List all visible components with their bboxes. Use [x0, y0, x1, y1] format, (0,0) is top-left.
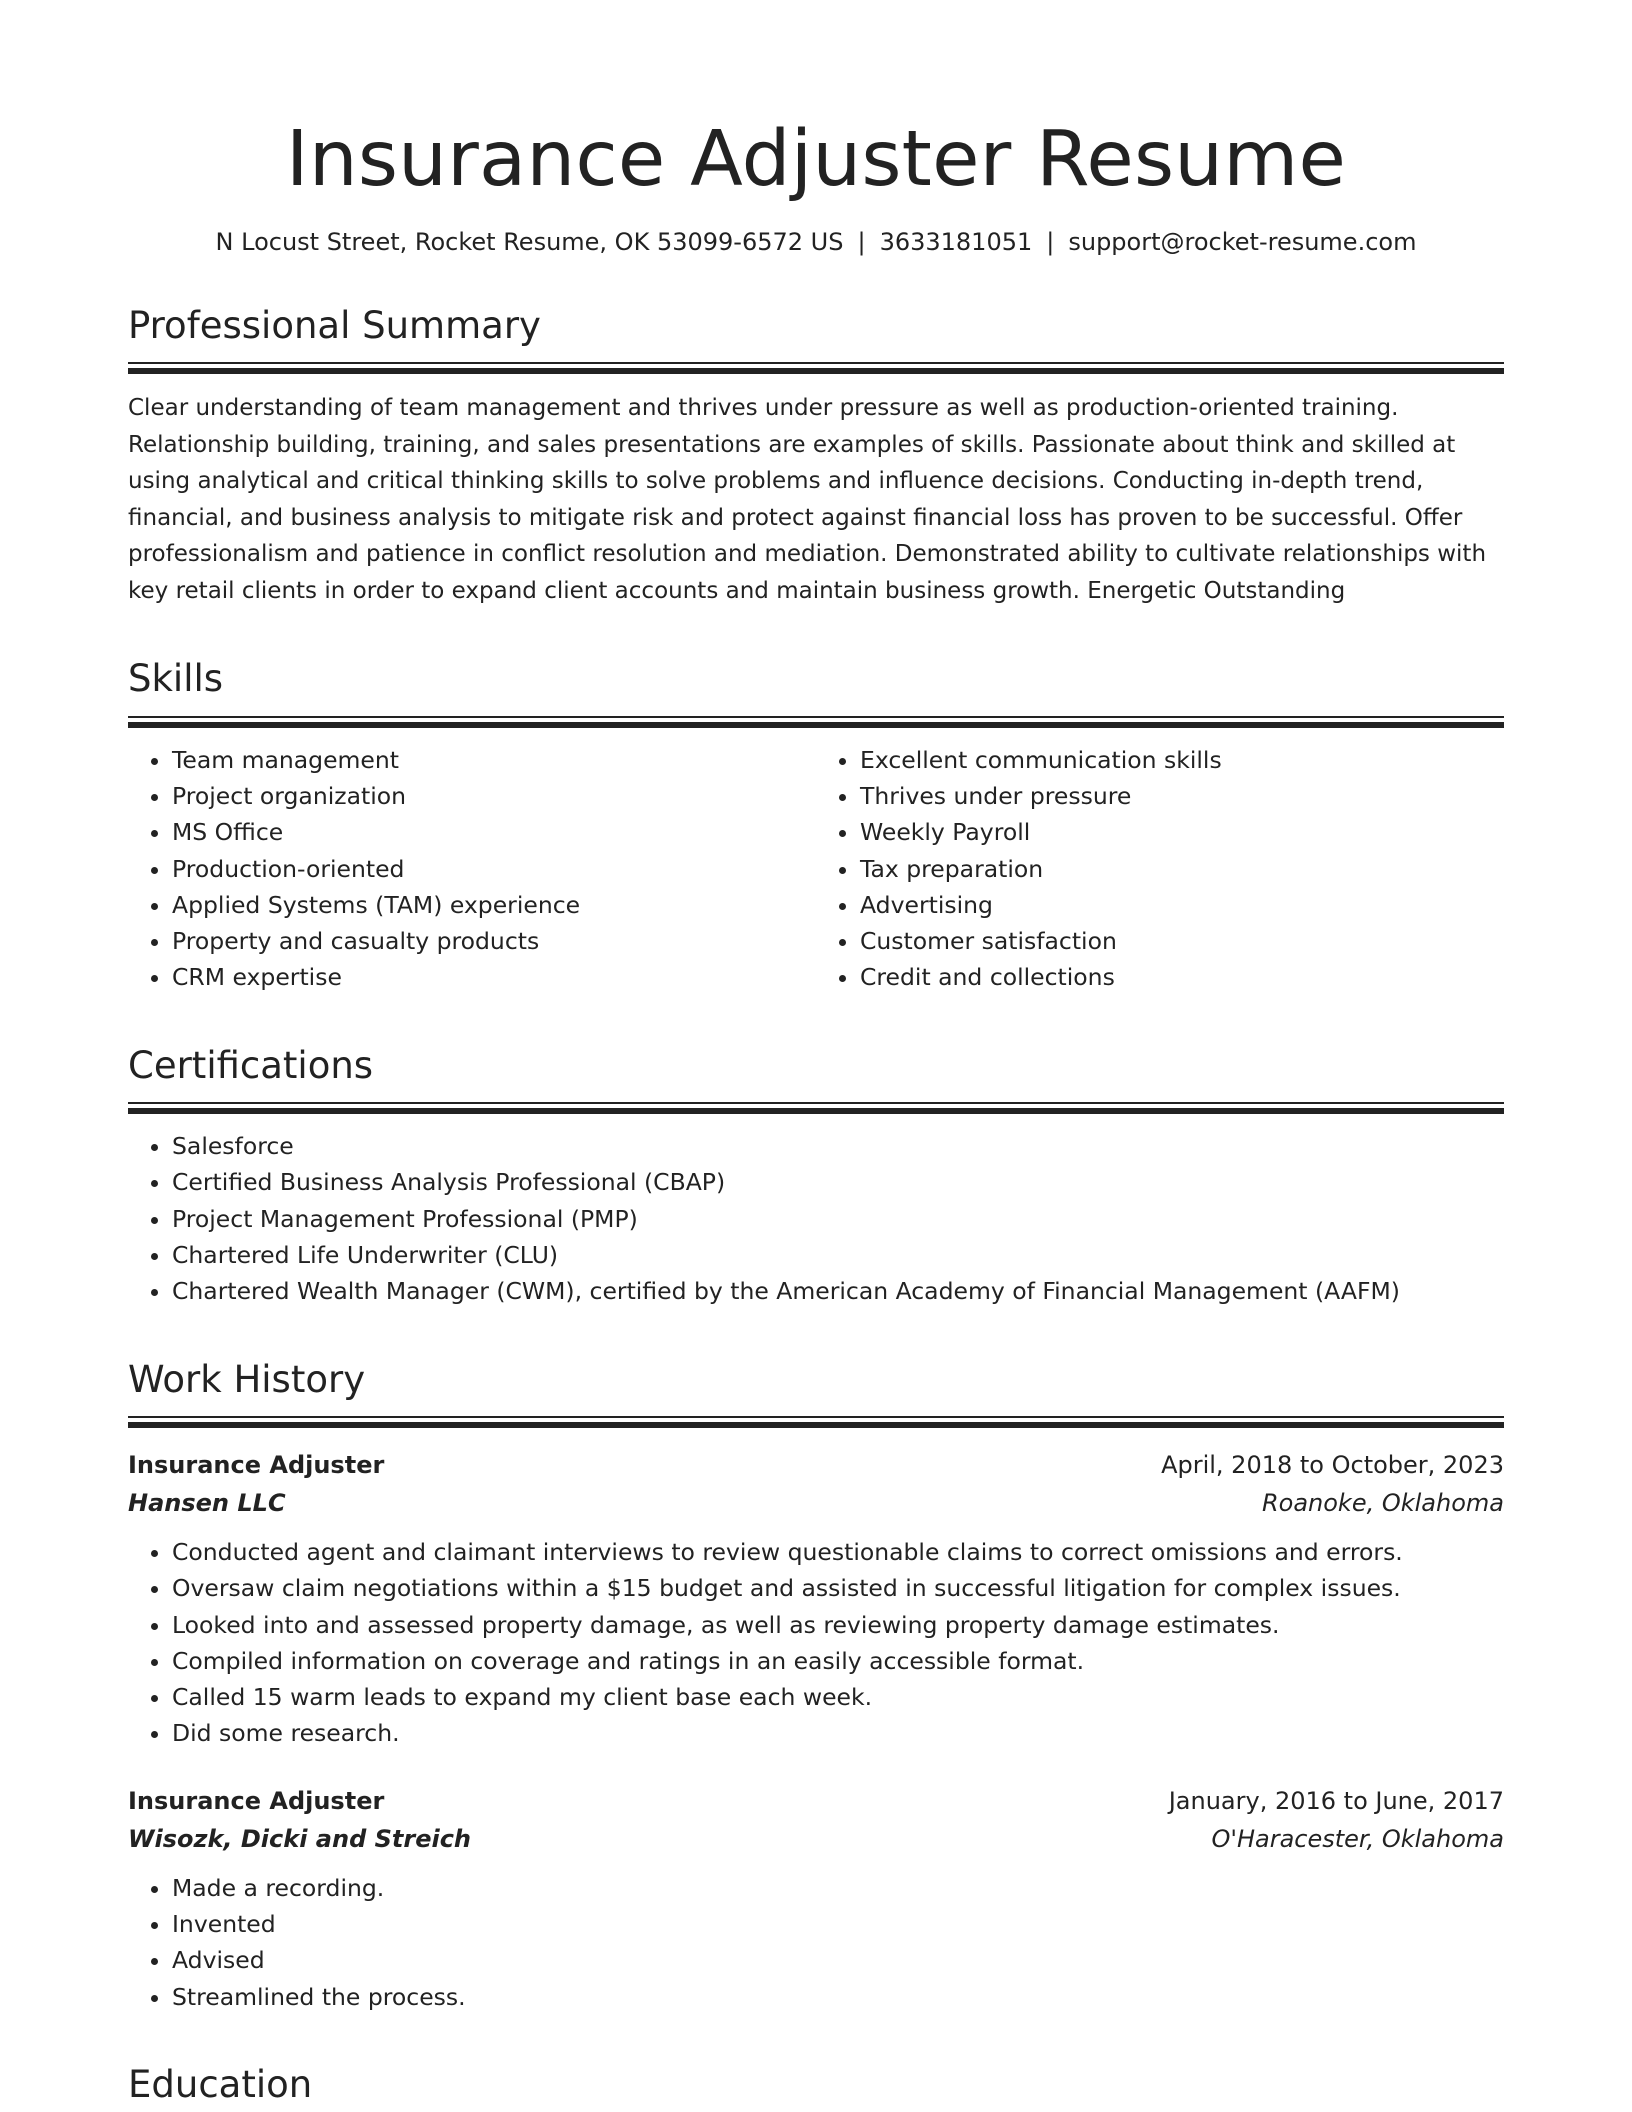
- skill-item: • MS Office: [172, 814, 816, 850]
- job-company: Wisozk, Dicki and Streich: [128, 1824, 472, 1853]
- skill-item: • Credit and collections: [860, 959, 1504, 995]
- summary-text: Clear understanding of team management and thrives under pressure as well as production-oriented training. Relationship building, training, and sales presentations are examples of skills. Passionate about think and skilled at using analytical and critical thinking skills to solve problems and influence decisions. Conducting in-depth trend, financial, and business analysis to mitigate risk and protect against financial loss has proven to be successful. Offer professionalism and patience in conflict resolution and mediation. Demonstrated ability to cultivate relationships with key retail clients in order to expand client accounts and maintain business growth. Energetic Outstanding: [128, 395, 1487, 604]
- skill-item: • CRM expertise: [172, 959, 816, 995]
- job-location: Roanoke, Oklahoma: [1261, 1489, 1504, 1517]
- contact-address: N Locust Street, Rocket Resume, OK 53099-6572 US: [215, 227, 844, 256]
- job-title: Insurance Adjuster: [128, 1786, 385, 1815]
- job-dates: April, 2018 to October, 2023: [1161, 1451, 1504, 1479]
- contact-separator: |: [1046, 227, 1055, 256]
- skills-list-right: [816, 742, 1504, 996]
- skill-item: • Project organization: [172, 778, 816, 814]
- job-duty: • Made a recording.: [172, 1870, 1504, 1906]
- job-duty: • Conducted agent and claimant interviews to review questionable claims to correct omissions and errors.: [172, 1534, 1504, 1570]
- contact-phone: 3633181051: [879, 227, 1033, 256]
- certification-item: • Salesforce: [172, 1128, 1504, 1164]
- job-entry: [128, 1782, 1504, 2015]
- certifications-section: [128, 1044, 1504, 1310]
- skill-item: • Tax preparation: [860, 851, 1504, 887]
- section-divider: [128, 1416, 1504, 1428]
- section-divider: [128, 362, 1504, 374]
- job-duty: • Compiled information on coverage and ratings in an easily accessible format.: [172, 1643, 1504, 1679]
- job-company: Hansen LLC: [128, 1489, 286, 1517]
- skill-item: • Production-oriented: [172, 851, 816, 887]
- job-header-row: [128, 1782, 1504, 1820]
- certification-item: • Chartered Life Underwriter (CLU): [172, 1237, 1504, 1273]
- job-location: O'Haracester, Oklahoma: [1211, 1824, 1504, 1853]
- section-divider: [128, 716, 1504, 728]
- job-duty: • Advised: [172, 1942, 1504, 1978]
- education-section: [128, 2063, 1504, 2112]
- skill-item: • Weekly Payroll: [860, 814, 1504, 850]
- skills-section: [128, 657, 1504, 995]
- skill-item: • Property and casualty products: [172, 923, 816, 959]
- job-duty: • Oversaw claim negotiations within a $15 budget and assisted in successful litigation for complex issues.: [172, 1570, 1504, 1606]
- skill-item: • Excellent communication skills: [860, 742, 1504, 778]
- section-title-summary: Professional Summary: [128, 303, 541, 347]
- resume-title: Insurance Adjuster Resume: [285, 115, 1347, 204]
- certification-item: • Certified Business Analysis Professional (CBAP): [172, 1164, 1504, 1200]
- skills-grid: [128, 728, 1504, 996]
- job-duty: • Did some research.: [172, 1715, 1504, 1751]
- summary-section: [128, 304, 1504, 609]
- job-duty: • Looked into and assessed property damage, as well as reviewing property damage estimates.: [172, 1607, 1504, 1643]
- section-title-certifications: Certifications: [128, 1043, 374, 1087]
- certification-item: • Project Management Professional (PMP): [172, 1201, 1504, 1237]
- job-duty: • Streamlined the process.: [172, 1979, 1504, 2015]
- job-subheader-row: [128, 1484, 1504, 1522]
- section-title-education: Education: [128, 2062, 313, 2106]
- contact-separator: |: [857, 227, 866, 256]
- job-duty: • Invented: [172, 1906, 1504, 1942]
- skills-list-left: [128, 742, 816, 996]
- skills-column-left: [128, 728, 816, 996]
- section-title-work-history: Work History: [128, 1357, 366, 1401]
- skill-item: • Advertising: [860, 887, 1504, 923]
- job-dates: January, 2016 to June, 2017: [1168, 1786, 1504, 1815]
- job-header-row: [128, 1446, 1504, 1484]
- certifications-list: [128, 1128, 1504, 1309]
- skills-column-right: [816, 728, 1504, 996]
- job-subheader-row: [128, 1820, 1504, 1858]
- job-duties-list: [128, 1870, 1504, 2015]
- job-duties-list: [128, 1534, 1504, 1752]
- contact-email: support@rocket-resume.com: [1068, 227, 1417, 256]
- skill-item: • Thrives under pressure: [860, 778, 1504, 814]
- certification-item: • Chartered Wealth Manager (CWM), certified by the American Academy of Financial Management (AAFM): [172, 1273, 1504, 1309]
- job-entry: [128, 1446, 1504, 1752]
- contact-line: [128, 227, 1504, 258]
- skill-item: • Applied Systems (TAM) experience: [172, 887, 816, 923]
- section-title-skills: Skills: [128, 657, 224, 701]
- job-duty: • Called 15 warm leads to expand my client base each week.: [172, 1679, 1504, 1715]
- section-divider: [128, 1102, 1504, 1114]
- skill-item: • Team management: [172, 742, 816, 778]
- work-history-section: [128, 1358, 1504, 2015]
- skill-item: • Customer satisfaction: [860, 923, 1504, 959]
- job-title: Insurance Adjuster: [128, 1451, 385, 1479]
